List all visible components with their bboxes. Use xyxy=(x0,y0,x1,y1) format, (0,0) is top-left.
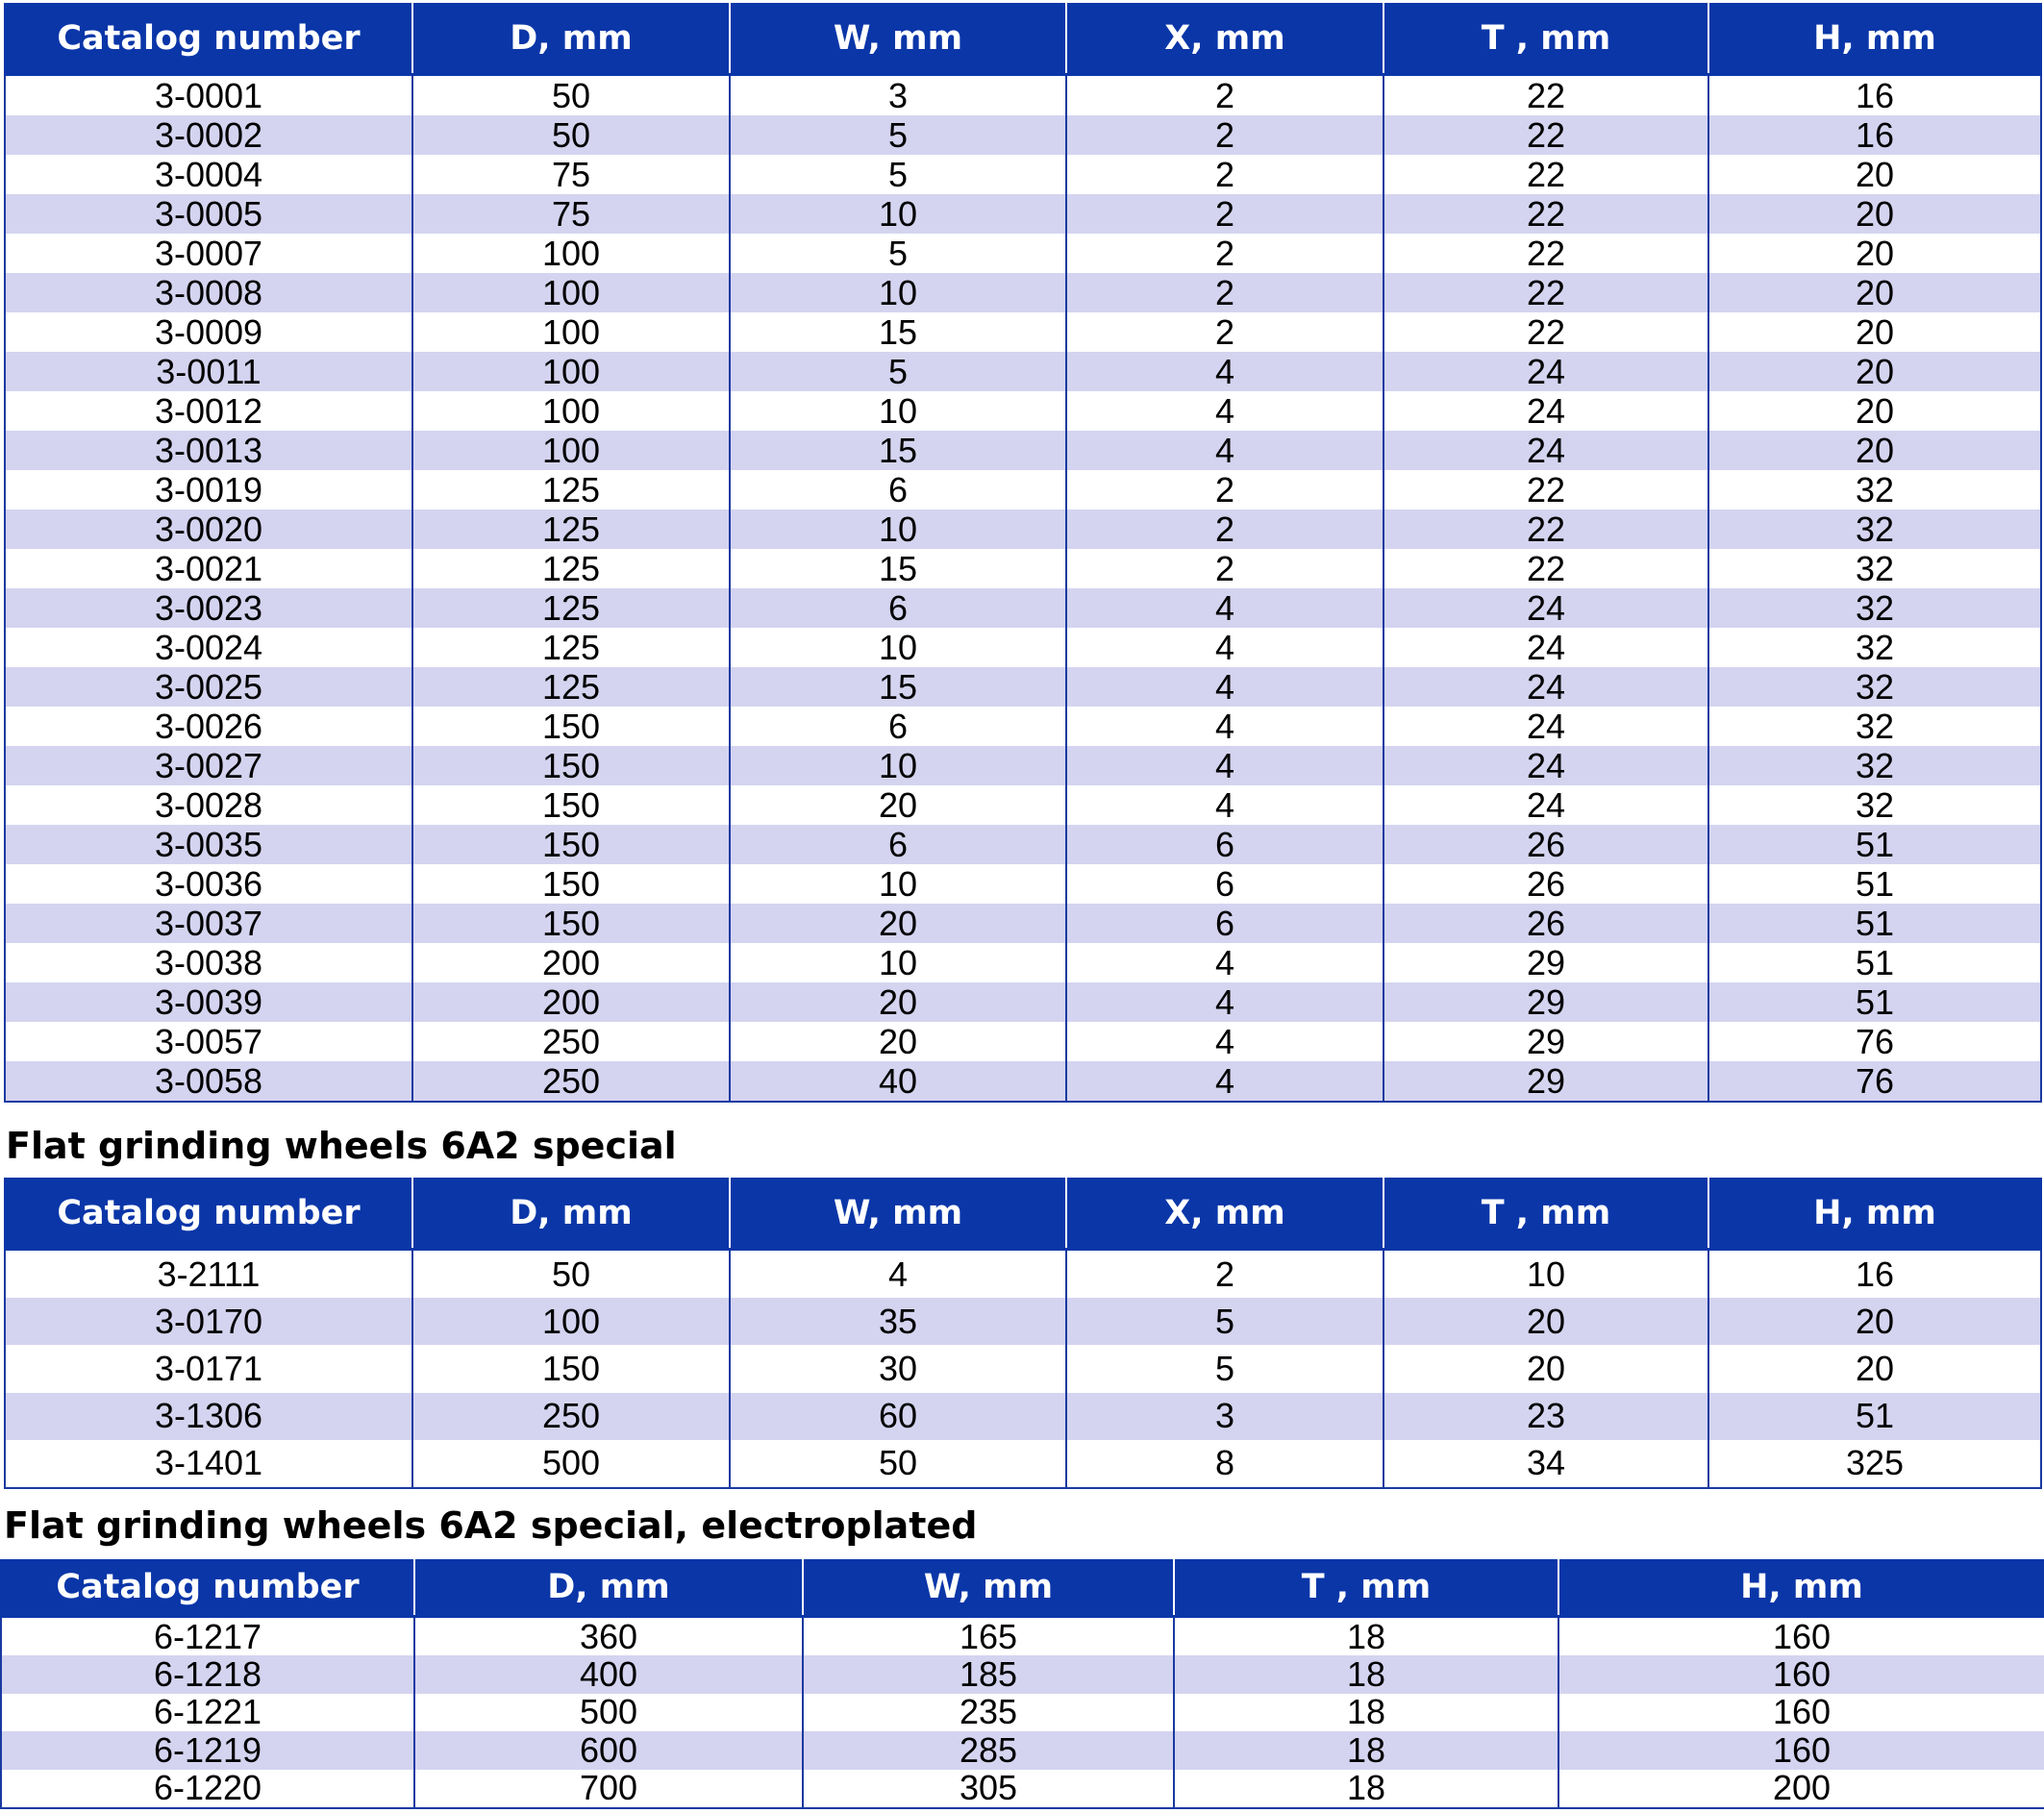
table-cell: 2 xyxy=(1066,312,1383,352)
table-cell: 20 xyxy=(730,982,1066,1022)
table-row xyxy=(5,234,2041,273)
table-cell: 18 xyxy=(1174,1655,1558,1693)
column-header: H, mm xyxy=(1558,1559,2044,1617)
table-cell: 305 xyxy=(803,1770,1174,1808)
table-cell: 29 xyxy=(1383,943,1708,982)
table-row xyxy=(5,707,2041,746)
table-cell: 125 xyxy=(412,588,730,628)
catalog-number-cell: 3-0028 xyxy=(5,785,412,825)
table-cell: 2 xyxy=(1066,194,1383,234)
table-cell: 75 xyxy=(412,194,730,234)
catalog-number-cell: 6-1218 xyxy=(1,1655,414,1693)
table-cell: 600 xyxy=(414,1731,803,1769)
table-cell: 26 xyxy=(1383,904,1708,943)
table-row xyxy=(5,1061,2041,1102)
table-cell: 22 xyxy=(1383,115,1708,155)
catalog-number-cell: 3-0008 xyxy=(5,273,412,312)
table-cell: 4 xyxy=(1066,943,1383,982)
table-row xyxy=(1,1617,2044,1656)
column-header: D, mm xyxy=(412,3,730,75)
column-header: T , mm xyxy=(1383,1178,1708,1250)
table-cell: 20 xyxy=(1708,273,2041,312)
table-cell: 4 xyxy=(1066,785,1383,825)
column-header: Catalog number xyxy=(5,1178,412,1250)
table-cell: 100 xyxy=(412,273,730,312)
table-cell: 24 xyxy=(1383,588,1708,628)
table-cell: 250 xyxy=(412,1393,730,1440)
catalog-number-cell: 3-0011 xyxy=(5,352,412,391)
table-cell: 18 xyxy=(1174,1694,1558,1731)
table-cell: 4 xyxy=(1066,628,1383,667)
table-cell: 16 xyxy=(1708,1250,2041,1299)
table-cell: 2 xyxy=(1066,115,1383,155)
table-cell: 26 xyxy=(1383,825,1708,864)
table-cell: 150 xyxy=(412,785,730,825)
table-cell: 125 xyxy=(412,549,730,588)
table-cell: 22 xyxy=(1383,155,1708,194)
table-cell: 2 xyxy=(1066,509,1383,549)
table-row xyxy=(5,391,2041,431)
column-header: X, mm xyxy=(1066,3,1383,75)
column-header: W, mm xyxy=(730,1178,1066,1250)
table-cell: 22 xyxy=(1383,273,1708,312)
column-header: H, mm xyxy=(1708,3,2041,75)
table-cell: 160 xyxy=(1558,1694,2044,1731)
table-cell: 20 xyxy=(730,904,1066,943)
table-cell: 24 xyxy=(1383,352,1708,391)
column-header: H, mm xyxy=(1708,1178,2041,1250)
table-row xyxy=(5,628,2041,667)
table-cell: 2 xyxy=(1066,549,1383,588)
table-cell: 6 xyxy=(730,707,1066,746)
table-row xyxy=(5,1393,2041,1440)
table-cell: 32 xyxy=(1708,470,2041,509)
table-cell: 500 xyxy=(412,1440,730,1488)
table-row xyxy=(1,1694,2044,1731)
table-row xyxy=(5,1298,2041,1345)
table-cell: 160 xyxy=(1558,1617,2044,1656)
table-cell: 20 xyxy=(1708,352,2041,391)
catalog-number-cell: 3-0013 xyxy=(5,431,412,470)
table-cell: 22 xyxy=(1383,470,1708,509)
table-cell: 50 xyxy=(412,1250,730,1299)
catalog-number-cell: 3-0036 xyxy=(5,864,412,904)
table-flat-grinding-wheels xyxy=(4,3,2042,1103)
table-cell: 10 xyxy=(730,194,1066,234)
table-cell: 20 xyxy=(1708,194,2041,234)
table-row xyxy=(5,312,2041,352)
table-6a2-special xyxy=(4,1178,2042,1489)
table-cell: 150 xyxy=(412,904,730,943)
table-cell: 6 xyxy=(730,470,1066,509)
table-body xyxy=(1,1617,2044,1808)
table-cell: 400 xyxy=(414,1655,803,1693)
table-cell: 20 xyxy=(730,1022,1066,1061)
table-row xyxy=(5,864,2041,904)
catalog-number-cell: 3-2111 xyxy=(5,1250,412,1299)
catalog-number-cell: 3-0170 xyxy=(5,1298,412,1345)
catalog-number-cell: 3-1306 xyxy=(5,1393,412,1440)
catalog-number-cell: 3-0057 xyxy=(5,1022,412,1061)
table-cell: 150 xyxy=(412,825,730,864)
table-cell: 360 xyxy=(414,1617,803,1656)
catalog-number-cell: 3-0025 xyxy=(5,667,412,707)
table-cell: 24 xyxy=(1383,746,1708,785)
catalog-number-cell: 3-0024 xyxy=(5,628,412,667)
table-cell: 250 xyxy=(412,1022,730,1061)
table-cell: 20 xyxy=(1708,391,2041,431)
table-cell: 4 xyxy=(1066,1061,1383,1102)
table-cell: 4 xyxy=(1066,707,1383,746)
column-header: T , mm xyxy=(1383,3,1708,75)
catalog-number-cell: 3-0009 xyxy=(5,312,412,352)
table-cell: 51 xyxy=(1708,904,2041,943)
catalog-number-cell: 3-0038 xyxy=(5,943,412,982)
table-cell: 150 xyxy=(412,746,730,785)
table-cell: 100 xyxy=(412,391,730,431)
table-cell: 100 xyxy=(412,312,730,352)
table-cell: 160 xyxy=(1558,1731,2044,1769)
column-header: D, mm xyxy=(414,1559,803,1617)
table-cell: 18 xyxy=(1174,1731,1558,1769)
table-cell: 20 xyxy=(1708,155,2041,194)
table-cell: 5 xyxy=(1066,1345,1383,1392)
table-cell: 2 xyxy=(1066,75,1383,116)
column-header: W, mm xyxy=(730,3,1066,75)
catalog-number-cell: 6-1220 xyxy=(1,1770,414,1808)
table-cell: 60 xyxy=(730,1393,1066,1440)
table-cell: 32 xyxy=(1708,588,2041,628)
table-cell: 15 xyxy=(730,549,1066,588)
table-cell: 125 xyxy=(412,509,730,549)
table-cell: 165 xyxy=(803,1617,1174,1656)
table-row xyxy=(5,431,2041,470)
table-cell: 200 xyxy=(412,943,730,982)
table-cell: 18 xyxy=(1174,1770,1558,1808)
table-cell: 325 xyxy=(1708,1440,2041,1488)
table-row xyxy=(1,1655,2044,1693)
table-cell: 29 xyxy=(1383,982,1708,1022)
table-row xyxy=(1,1770,2044,1808)
table-cell: 125 xyxy=(412,470,730,509)
catalog-number-cell: 3-0171 xyxy=(5,1345,412,1392)
table-cell: 200 xyxy=(412,982,730,1022)
table-cell: 20 xyxy=(1708,234,2041,273)
table-cell: 20 xyxy=(1708,431,2041,470)
table-row xyxy=(5,982,2041,1022)
column-header: D, mm xyxy=(412,1178,730,1250)
table-cell: 22 xyxy=(1383,509,1708,549)
table-cell: 51 xyxy=(1708,982,2041,1022)
table-cell: 5 xyxy=(730,234,1066,273)
table-header xyxy=(5,3,2041,75)
table-cell: 50 xyxy=(412,115,730,155)
table-cell: 8 xyxy=(1066,1440,1383,1488)
table-cell: 4 xyxy=(1066,746,1383,785)
catalog-number-cell: 6-1217 xyxy=(1,1617,414,1656)
table-cell: 18 xyxy=(1174,1617,1558,1656)
table-cell: 24 xyxy=(1383,431,1708,470)
table-cell: 6 xyxy=(1066,825,1383,864)
table-cell: 32 xyxy=(1708,549,2041,588)
table-cell: 76 xyxy=(1708,1022,2041,1061)
table-cell: 10 xyxy=(730,391,1066,431)
table-cell: 125 xyxy=(412,628,730,667)
table-row xyxy=(5,273,2041,312)
table-cell: 51 xyxy=(1708,943,2041,982)
table-cell: 100 xyxy=(412,352,730,391)
table-cell: 160 xyxy=(1558,1655,2044,1693)
catalog-number-cell: 6-1221 xyxy=(1,1694,414,1731)
table-cell: 29 xyxy=(1383,1061,1708,1102)
catalog-number-cell: 3-0019 xyxy=(5,470,412,509)
table-cell: 50 xyxy=(412,75,730,116)
table-cell: 10 xyxy=(730,943,1066,982)
table-cell: 4 xyxy=(1066,588,1383,628)
table-cell: 32 xyxy=(1708,707,2041,746)
catalog-number-cell: 3-0004 xyxy=(5,155,412,194)
table-row xyxy=(5,549,2041,588)
table-cell: 24 xyxy=(1383,391,1708,431)
table-cell: 32 xyxy=(1708,785,2041,825)
table-cell: 2 xyxy=(1066,155,1383,194)
table-cell: 24 xyxy=(1383,785,1708,825)
column-header: T , mm xyxy=(1174,1559,1558,1617)
table-row xyxy=(5,194,2041,234)
table-cell: 200 xyxy=(1558,1770,2044,1808)
table-cell: 51 xyxy=(1708,825,2041,864)
table-cell: 20 xyxy=(1383,1345,1708,1392)
table-cell: 235 xyxy=(803,1694,1174,1731)
table-cell: 4 xyxy=(1066,391,1383,431)
table-row xyxy=(5,1250,2041,1299)
catalog-number-cell: 3-0058 xyxy=(5,1061,412,1102)
table-cell: 4 xyxy=(1066,667,1383,707)
column-header: Catalog number xyxy=(1,1559,414,1617)
table-row xyxy=(5,1440,2041,1488)
table-cell: 10 xyxy=(730,509,1066,549)
table-cell: 500 xyxy=(414,1694,803,1731)
table-body xyxy=(5,1250,2041,1488)
catalog-number-cell: 3-0020 xyxy=(5,509,412,549)
table-cell: 51 xyxy=(1708,864,2041,904)
column-header: W, mm xyxy=(803,1559,1174,1617)
section-title-6a2-electroplated: Flat grinding wheels 6A2 special, electroplated xyxy=(4,1504,978,1547)
catalog-number-cell: 6-1219 xyxy=(1,1731,414,1769)
table-row xyxy=(5,746,2041,785)
table-cell: 6 xyxy=(730,825,1066,864)
table-row xyxy=(5,75,2041,116)
table-cell: 22 xyxy=(1383,234,1708,273)
table-cell: 2 xyxy=(1066,1250,1383,1299)
table-cell: 15 xyxy=(730,667,1066,707)
table-cell: 5 xyxy=(730,115,1066,155)
table-cell: 20 xyxy=(730,785,1066,825)
table-cell: 10 xyxy=(1383,1250,1708,1299)
table-cell: 100 xyxy=(412,431,730,470)
table-cell: 75 xyxy=(412,155,730,194)
table-cell: 20 xyxy=(1708,312,2041,352)
table-cell: 10 xyxy=(730,628,1066,667)
table-cell: 6 xyxy=(1066,864,1383,904)
catalog-number-cell: 3-0039 xyxy=(5,982,412,1022)
table-cell: 250 xyxy=(412,1061,730,1102)
table-cell: 32 xyxy=(1708,746,2041,785)
table-cell: 185 xyxy=(803,1655,1174,1693)
table-cell: 4 xyxy=(1066,352,1383,391)
catalog-number-cell: 3-0001 xyxy=(5,75,412,116)
table-cell: 4 xyxy=(1066,431,1383,470)
catalog-number-cell: 3-0035 xyxy=(5,825,412,864)
table-row xyxy=(5,509,2041,549)
table-cell: 20 xyxy=(1383,1298,1708,1345)
table-cell: 100 xyxy=(412,234,730,273)
table-cell: 22 xyxy=(1383,194,1708,234)
catalog-number-cell: 3-0027 xyxy=(5,746,412,785)
table-cell: 2 xyxy=(1066,234,1383,273)
table-cell: 51 xyxy=(1708,1393,2041,1440)
table-row xyxy=(5,825,2041,864)
table-cell: 32 xyxy=(1708,509,2041,549)
table-cell: 10 xyxy=(730,746,1066,785)
table-cell: 30 xyxy=(730,1345,1066,1392)
table-cell: 150 xyxy=(412,1345,730,1392)
table-cell: 20 xyxy=(1708,1345,2041,1392)
table-cell: 150 xyxy=(412,707,730,746)
table-cell: 32 xyxy=(1708,628,2041,667)
table-cell: 5 xyxy=(730,352,1066,391)
column-header: Catalog number xyxy=(5,3,412,75)
table-cell: 40 xyxy=(730,1061,1066,1102)
table-cell: 23 xyxy=(1383,1393,1708,1440)
table-6a2-electroplated xyxy=(0,1559,2044,1809)
catalog-number-cell: 3-0021 xyxy=(5,549,412,588)
table-cell: 4 xyxy=(1066,982,1383,1022)
table-cell: 2 xyxy=(1066,273,1383,312)
table-cell: 20 xyxy=(1708,1298,2041,1345)
table-row xyxy=(1,1731,2044,1769)
table-row xyxy=(5,352,2041,391)
table-cell: 24 xyxy=(1383,707,1708,746)
catalog-number-cell: 3-0026 xyxy=(5,707,412,746)
table-cell: 125 xyxy=(412,667,730,707)
table-row xyxy=(5,1022,2041,1061)
table-body xyxy=(5,75,2041,1103)
table-cell: 35 xyxy=(730,1298,1066,1345)
table-cell: 34 xyxy=(1383,1440,1708,1488)
table-cell: 10 xyxy=(730,273,1066,312)
table-header xyxy=(5,1178,2041,1250)
table-cell: 150 xyxy=(412,864,730,904)
table-cell: 4 xyxy=(730,1250,1066,1299)
table-cell: 700 xyxy=(414,1770,803,1808)
table-cell: 22 xyxy=(1383,312,1708,352)
catalog-number-cell: 3-0037 xyxy=(5,904,412,943)
table-cell: 29 xyxy=(1383,1022,1708,1061)
table-cell: 4 xyxy=(1066,1022,1383,1061)
table-cell: 2 xyxy=(1066,470,1383,509)
table-row xyxy=(5,1345,2041,1392)
table-cell: 50 xyxy=(730,1440,1066,1488)
table-cell: 26 xyxy=(1383,864,1708,904)
table-row xyxy=(5,470,2041,509)
table-cell: 16 xyxy=(1708,75,2041,116)
table-cell: 285 xyxy=(803,1731,1174,1769)
table-header xyxy=(1,1559,2044,1617)
section-title-6a2-special: Flat grinding wheels 6A2 special xyxy=(6,1125,677,1167)
table-row xyxy=(5,155,2041,194)
table-cell: 24 xyxy=(1383,628,1708,667)
table-cell: 5 xyxy=(1066,1298,1383,1345)
table-cell: 32 xyxy=(1708,667,2041,707)
catalog-number-cell: 3-0002 xyxy=(5,115,412,155)
table-cell: 15 xyxy=(730,431,1066,470)
table-cell: 3 xyxy=(730,75,1066,116)
table-row xyxy=(5,943,2041,982)
catalog-number-cell: 3-1401 xyxy=(5,1440,412,1488)
table-cell: 3 xyxy=(1066,1393,1383,1440)
table-cell: 100 xyxy=(412,1298,730,1345)
table-cell: 6 xyxy=(1066,904,1383,943)
table-cell: 10 xyxy=(730,864,1066,904)
table-row xyxy=(5,115,2041,155)
table-row xyxy=(5,785,2041,825)
table-cell: 16 xyxy=(1708,115,2041,155)
catalog-number-cell: 3-0007 xyxy=(5,234,412,273)
table-cell: 24 xyxy=(1383,667,1708,707)
column-header: X, mm xyxy=(1066,1178,1383,1250)
catalog-number-cell: 3-0005 xyxy=(5,194,412,234)
catalog-number-cell: 3-0023 xyxy=(5,588,412,628)
table-cell: 22 xyxy=(1383,75,1708,116)
table-cell: 6 xyxy=(730,588,1066,628)
table-cell: 15 xyxy=(730,312,1066,352)
table-row xyxy=(5,904,2041,943)
table-cell: 22 xyxy=(1383,549,1708,588)
table-cell: 5 xyxy=(730,155,1066,194)
catalog-number-cell: 3-0012 xyxy=(5,391,412,431)
table-cell: 76 xyxy=(1708,1061,2041,1102)
table-row xyxy=(5,667,2041,707)
table-row xyxy=(5,588,2041,628)
